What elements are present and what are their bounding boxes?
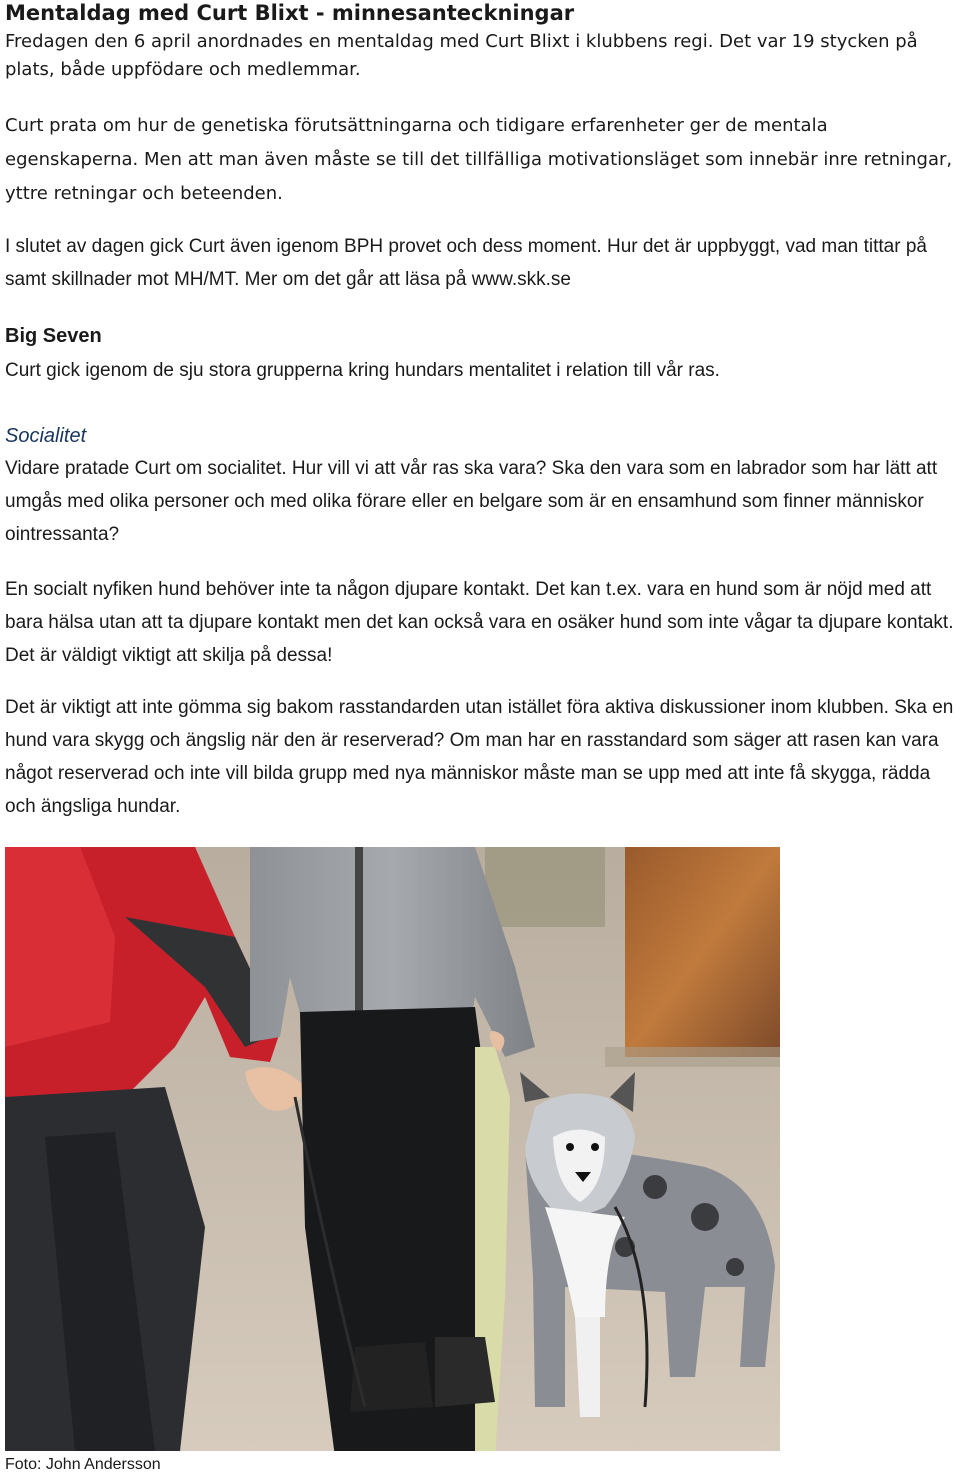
bph-paragraph: I slutet av dagen gick Curt även igenom BPH provet och dess moment. Hur det är uppbyggt, vad man tittar på samt skillnader mot MH/MT. Mer om det går att läsa på www.skk.se	[5, 236, 927, 290]
socialitet-paragraph-1: Vidare pratade Curt om socialitet. Hur vill vi att vår ras ska vara? Ska den vara som en labrador som har lätt att umgås med olika personer och med olika förare eller en belgare som är en ensamhund som finner människor ointressanta?	[5, 458, 938, 545]
intro-paragraph: Fredagen den 6 april anordnades en mentaldag med Curt Blixt i klubbens regi. Det var 19 stycken på plats, både uppfödare och medlemmar.	[5, 31, 918, 80]
socialitet-paragraph-3: Det är viktigt att inte gömma sig bakom rasstandarden utan istället föra aktiva diskussioner inom klubben. Ska en hund vara skygg och ängslig när den är reserverad? Om man har en rasstandard som säger att rasen kan vara något reserverad och inte vill bilda grupp med nya människor måste man se upp med att inte få skygga, rädda och ängsliga hundar.	[5, 697, 954, 817]
socialitet-heading: Socialitet	[5, 425, 87, 447]
dog-photo-illustration	[5, 847, 780, 1451]
socialitet-paragraph-2: En socialt nyfiken hund behöver inte ta någon djupare kontakt. Det kan t.ex. vara en hund som är nöjd med att bara hälsa utan att ta djupare kontakt men det kan också vara en osäker hund som inte vågar ta djupare kontakt. Det är väldigt viktigt att skilja på dessa!	[5, 579, 954, 666]
big-seven-paragraph: Curt gick igenom de sju stora grupperna kring hundars mentalitet i relation till vår ras.	[5, 360, 720, 381]
big-seven-heading: Big Seven	[5, 325, 102, 347]
document-title: Mentaldag med Curt Blixt - minnesanteckningar	[5, 1, 575, 25]
genetics-paragraph: Curt prata om hur de genetiska förutsättningarna och tidigare erfarenheter ger de mentala egenskaperna. Men att man även måste se till det tillfälliga motivationsläget som innebär inre retningar, yttre retningar och beteenden.	[5, 115, 953, 204]
dog-photo	[5, 847, 780, 1451]
photo-caption: Foto: John Andersson	[5, 1456, 161, 1473]
